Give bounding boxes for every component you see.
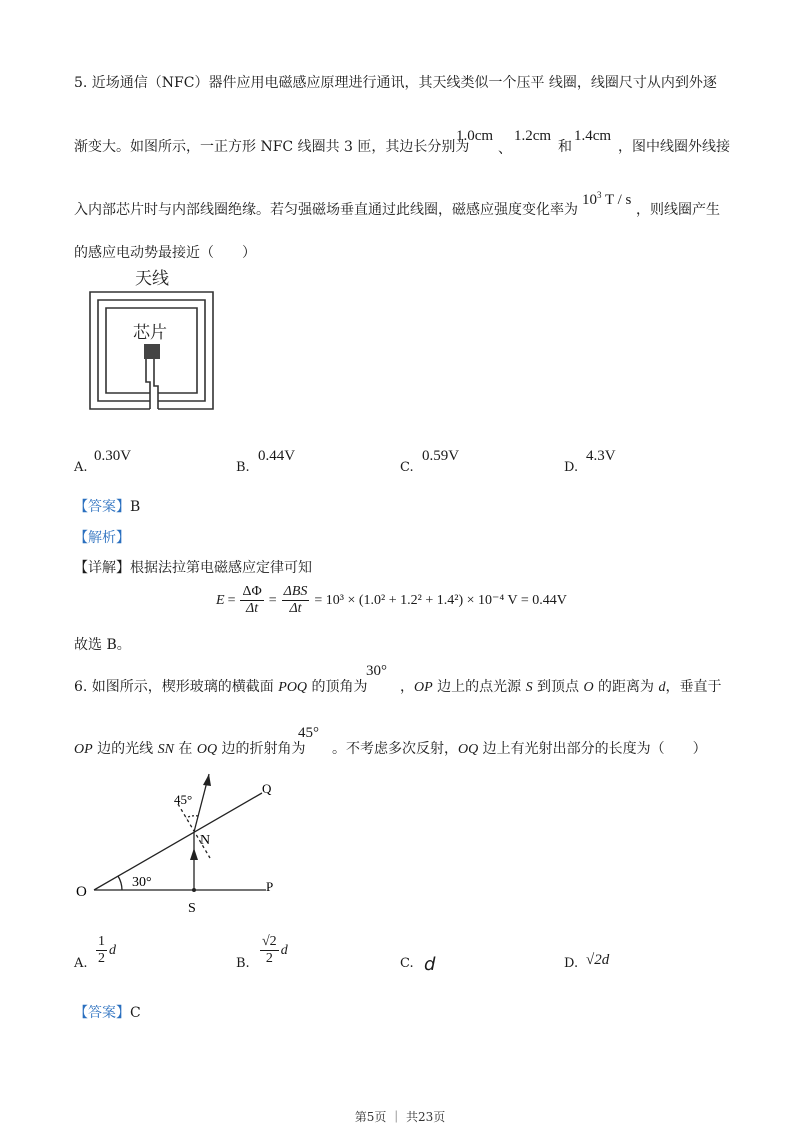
q6-l1-s: S xyxy=(525,680,533,695)
q6-b-den: 2 xyxy=(265,951,273,966)
eq-bs-num: ΔBS xyxy=(283,584,308,599)
q5-answer-line xyxy=(74,498,140,516)
q6-line2-a xyxy=(74,740,306,759)
q5-rate-exp: 3 xyxy=(597,190,602,200)
q5-option-b-letter: B. xyxy=(236,460,250,475)
angle-arc-45 xyxy=(186,816,198,818)
q5-detail-tag: 【详解】 xyxy=(74,560,130,576)
q6-option-a xyxy=(94,934,116,967)
q5-rate-base: 10 xyxy=(582,192,597,208)
q6-a-num: 1 xyxy=(98,934,105,949)
q6-option-a-letter: A. xyxy=(74,956,88,971)
q6-l1-d: ， xyxy=(400,679,414,695)
label-p: P xyxy=(266,879,274,894)
q6-l2-d: 在 xyxy=(173,741,197,757)
q5-analysis-tag: 【解析】 xyxy=(74,530,130,546)
eq-fraction-flux xyxy=(240,584,263,617)
q6-l1-j: 的距离为 xyxy=(593,679,659,695)
arrow-refracted-icon xyxy=(203,774,211,786)
q6-option-b xyxy=(258,934,288,967)
eq-flux-den: Δt xyxy=(246,601,259,616)
eq-equals-1: = xyxy=(227,592,236,608)
q6-l2-op: OP xyxy=(74,742,93,757)
q5-detail-text: 根据法拉第电磁感应定律可知 xyxy=(130,560,312,576)
q6-line1-rest xyxy=(400,678,722,697)
q5-equation xyxy=(216,584,567,617)
q5-line3-text-a: 入内部芯片时与内部线圈绝缘。若匀强磁场垂直通过此线圈，磁感应强度变化率为 xyxy=(74,202,578,218)
q5-side-1: 1.0cm xyxy=(456,128,494,144)
q5-line2-text-b: ，图中线圈外线接 xyxy=(618,139,730,155)
q5-line3-text-b: ，则线圈产生 xyxy=(636,202,720,218)
q6-l1-a: 6. 如图所示，楔形玻璃的横截面 xyxy=(74,679,279,695)
q5-sep-1: 、 xyxy=(498,141,512,157)
q6-angle-45: 45° xyxy=(298,725,319,741)
eq-fraction-bs xyxy=(282,584,310,617)
label-45deg: 45° xyxy=(174,792,193,807)
q6-b-num: √2 xyxy=(262,934,277,949)
q6-answer-line xyxy=(74,1004,141,1022)
q5-side-2: 1.2cm xyxy=(514,128,552,144)
q5-line2 xyxy=(74,138,469,156)
q6-l1-d-var: d xyxy=(658,680,666,695)
q6-l2-b: 边的光线 xyxy=(92,741,158,757)
q5-option-c-letter: C. xyxy=(400,460,414,475)
q6-l2-oq: OQ xyxy=(196,742,218,757)
q5-option-d-letter: D. xyxy=(564,460,579,475)
q6-a-den: 2 xyxy=(98,951,105,966)
q6-l2-sn: SN xyxy=(157,742,174,757)
q6-l2-oq-2: OQ xyxy=(458,742,479,757)
q6-line2-b xyxy=(332,740,707,759)
q6-l1-h: 到顶点 xyxy=(532,679,584,695)
q5-answer: B xyxy=(130,499,141,515)
q6-option-c-value: d xyxy=(424,954,436,975)
q6-answer: C xyxy=(130,1005,141,1021)
q5-rate xyxy=(582,190,631,209)
label-q: Q xyxy=(262,781,272,796)
q6-a-d: d xyxy=(109,942,116,958)
edge-oq xyxy=(94,793,262,890)
eq-rhs: = 10³ × (1.0² + 1.2² + 1.4²) × 10⁻⁴ V = 0.44V xyxy=(314,593,567,608)
q6-l2-f: 边的折射角为 xyxy=(217,741,306,757)
q6-b-d: d xyxy=(280,942,288,958)
q6-option-b-letter: B. xyxy=(236,956,250,971)
q5-line4: 的感应电动势最接近（ ） xyxy=(74,245,256,261)
page-footer: 第5页 ｜ 共23页 xyxy=(354,1110,446,1124)
q5-option-a-letter: A. xyxy=(74,460,88,475)
q5-detail-line xyxy=(74,559,312,577)
eq-flux-num: ΔΦ xyxy=(242,584,262,599)
q6-l1-c: 的顶角为 xyxy=(307,679,368,695)
q5-sep-2: 和 xyxy=(558,139,572,155)
q6-l1-l: ，垂直于 xyxy=(665,679,722,695)
q5-side-3: 1.4cm xyxy=(574,128,612,144)
q5-options xyxy=(74,448,734,478)
q5-line2-text-a: 渐变大。如图所示，一正方形 NFC 线圈共 3 匝，其边长分别为 xyxy=(74,139,470,155)
q5-answer-tag: 【答案】 xyxy=(74,499,130,515)
antenna-label: 天线 xyxy=(135,269,169,288)
q6-l2-i: 边上有光射出部分的长度为（ ） xyxy=(478,741,707,757)
q5-option-b-value: 0.44V xyxy=(258,448,296,464)
q5-option-a-value: 0.30V xyxy=(94,448,132,464)
q6-l1-op: OP xyxy=(414,680,433,695)
source-point xyxy=(192,888,196,892)
q6-angle-30: 30° xyxy=(366,663,387,679)
q6-option-c-letter: C. xyxy=(400,956,414,971)
q6-l1-poq: POQ xyxy=(278,680,308,695)
eq-equals-2: = xyxy=(268,592,277,608)
nfc-coil-figure xyxy=(88,262,216,412)
q6-line1 xyxy=(74,678,368,697)
chip-icon xyxy=(144,344,160,359)
q6-l1-f: 边上的点光源 xyxy=(432,679,526,695)
label-n: N xyxy=(200,833,211,848)
arrow-up-icon xyxy=(190,848,198,860)
q6-option-d-value: √2d xyxy=(586,952,610,968)
label-s: S xyxy=(188,901,196,916)
eq-e: E xyxy=(216,592,225,608)
q5-rate-unit: T / s xyxy=(604,192,632,208)
q6-options xyxy=(74,934,734,978)
q6-l2-g: 。不考虑多次反射， xyxy=(332,741,458,757)
q6-option-d-letter: D. xyxy=(564,956,579,971)
q5-conclusion: 故选 B。 xyxy=(74,637,131,653)
q5-line1: 5. 近场通信（NFC）器件应用电磁感应原理进行通讯，其天线类似一个压平 线圈，线圈尺寸从内到外逐 xyxy=(74,75,717,91)
label-o: O xyxy=(76,884,87,900)
q5-option-c-value: 0.59V xyxy=(422,448,460,464)
q5-option-d-value: 4.3V xyxy=(586,448,616,464)
q6-l1-o: O xyxy=(583,680,594,695)
q6-answer-tag: 【答案】 xyxy=(74,1005,130,1021)
eq-bs-den: Δt xyxy=(289,601,302,616)
wedge-glass-figure xyxy=(70,768,290,918)
angle-arc-30 xyxy=(118,876,122,890)
label-30deg: 30° xyxy=(132,875,152,890)
chip-label: 芯片 xyxy=(133,323,167,342)
